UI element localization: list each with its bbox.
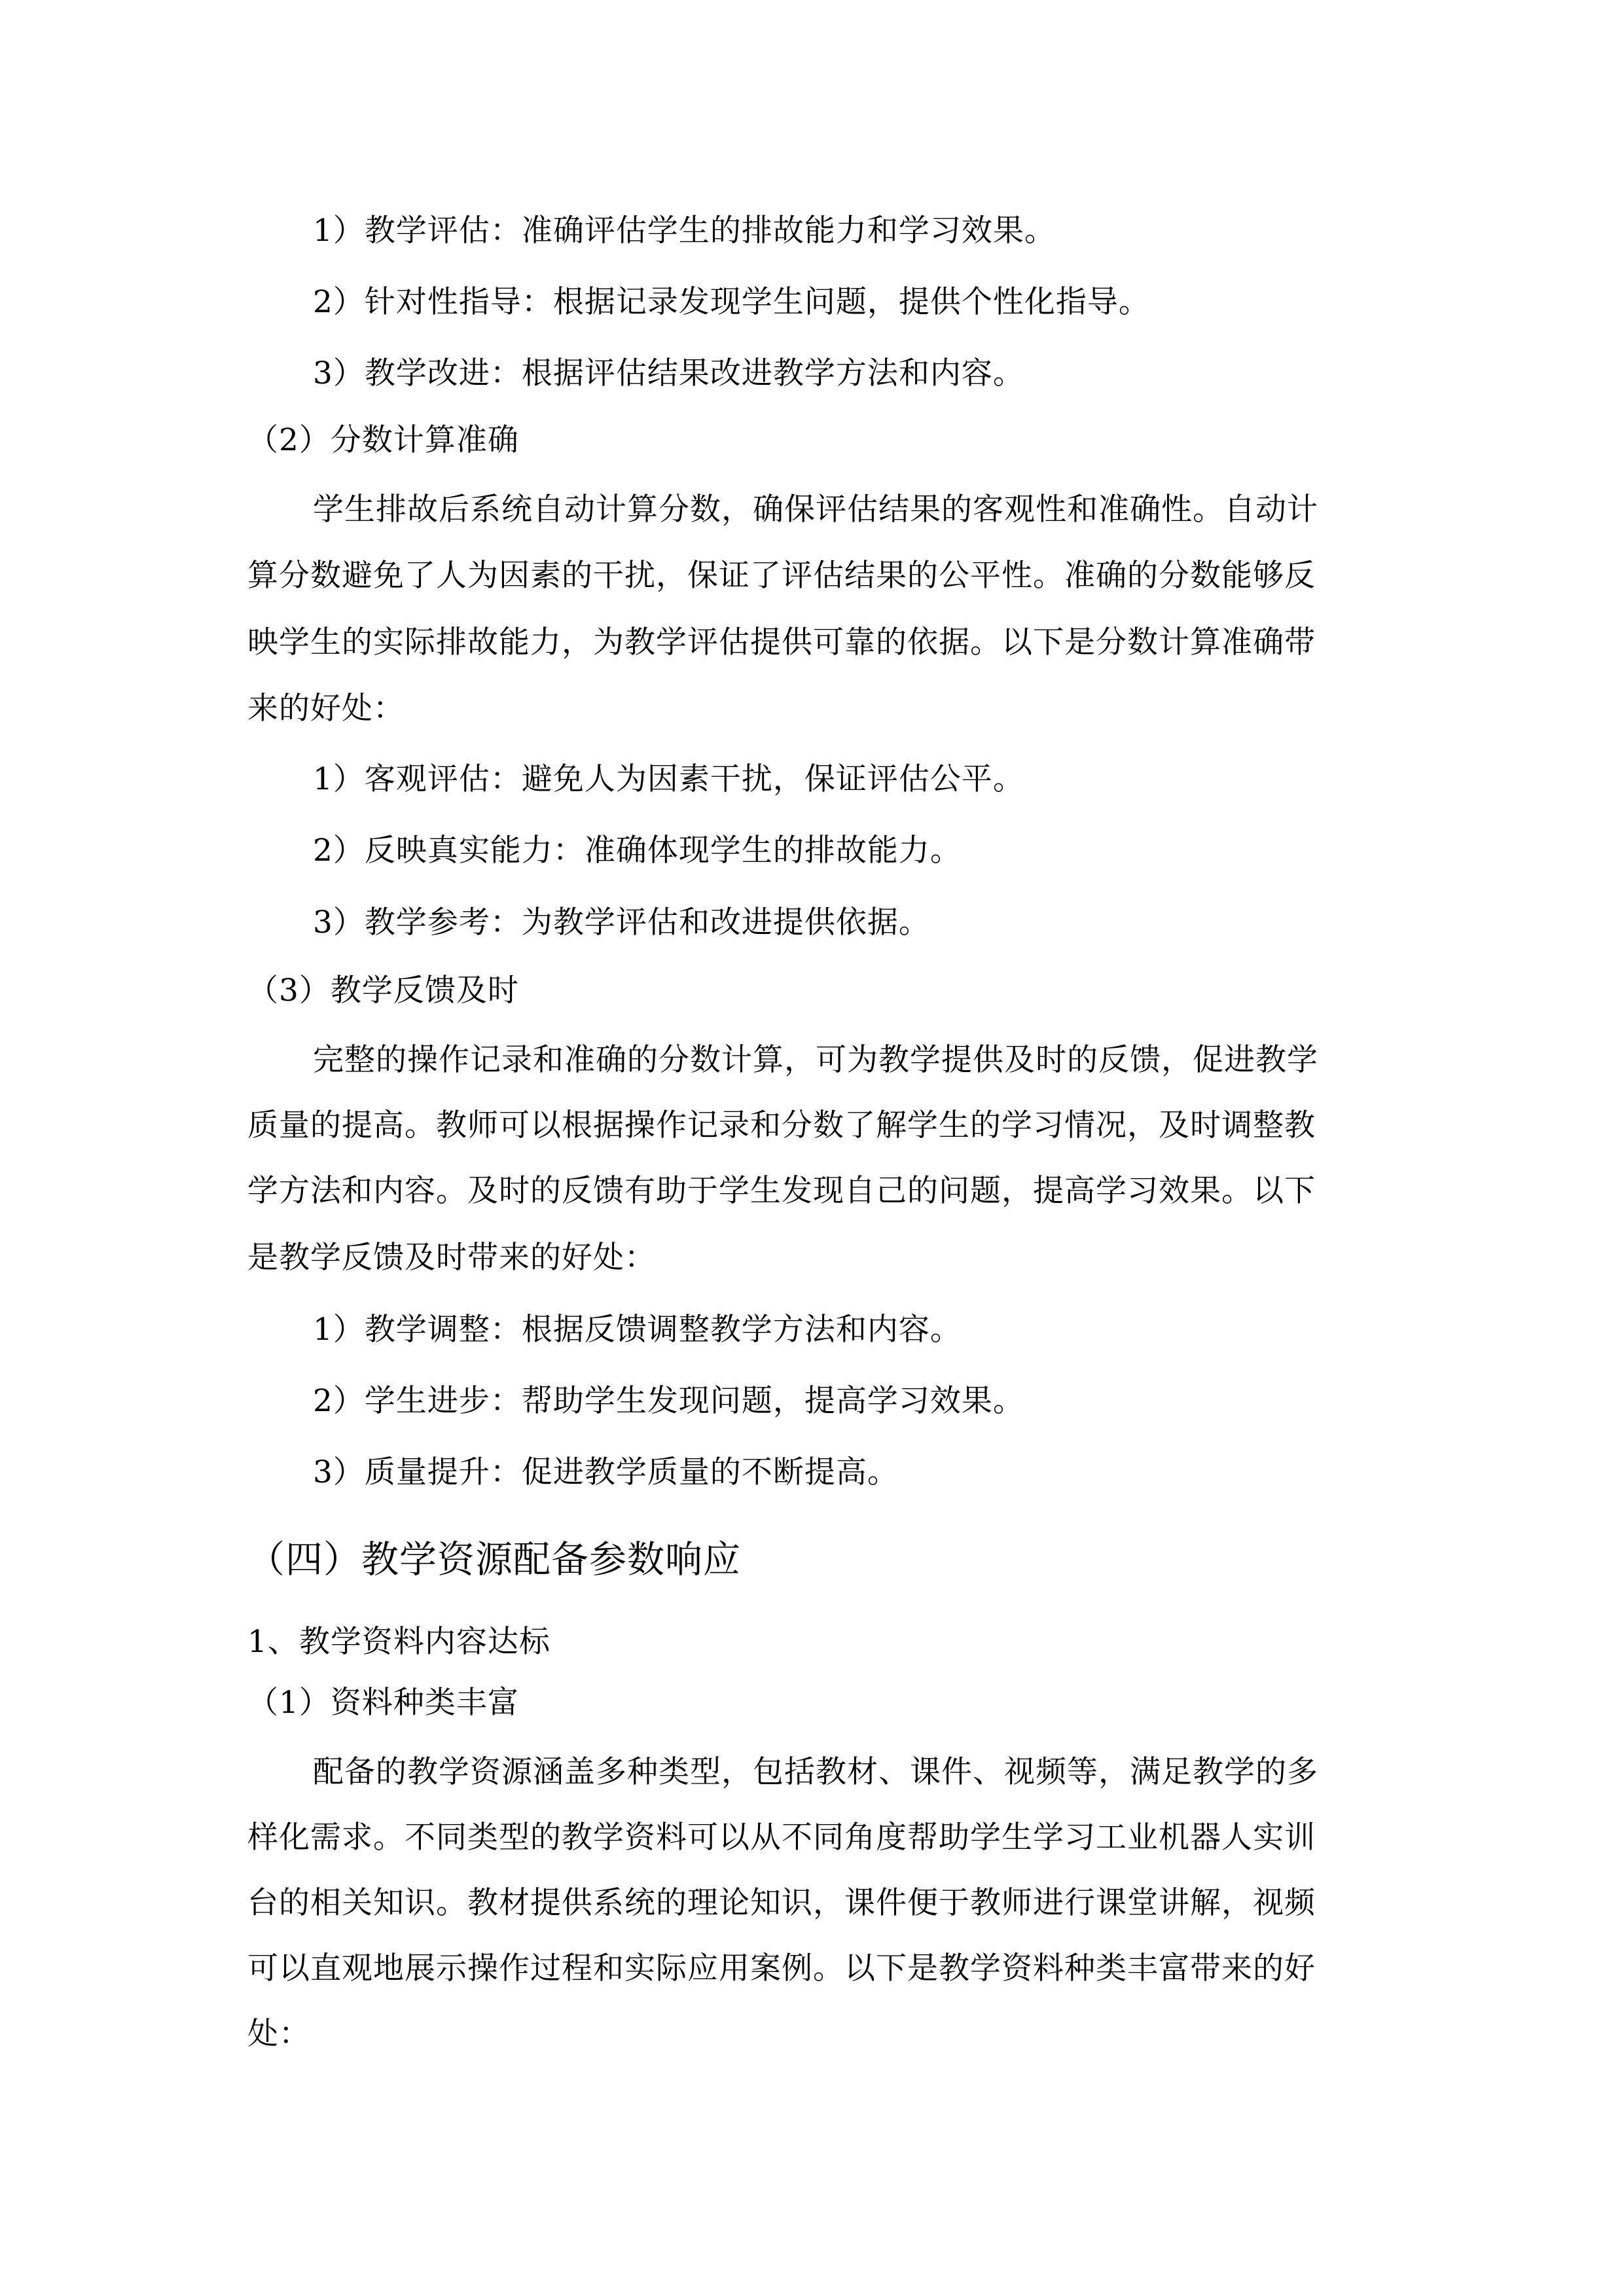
list-item: 1）教学评估：准确评估学生的排故能力和学习效果。 bbox=[313, 213, 1056, 249]
section-heading: （四）教学资源配备参数响应 bbox=[247, 1538, 741, 1581]
subheading: （3）教学反馈及时 bbox=[247, 973, 519, 1009]
subheading: （1）资料种类丰富 bbox=[247, 1685, 519, 1721]
paragraph-line: 算分数避免了人为因素的干扰，保证了评估结果的公平性。准确的分数能够反 bbox=[247, 558, 1316, 594]
paragraph-line: 可以直观地展示操作过程和实际应用案例。以下是教学资料种类丰富带来的好 bbox=[247, 1950, 1316, 1986]
list-item: 3）质量提升：促进教学质量的不断提高。 bbox=[313, 1454, 899, 1490]
paragraph-line: 质量的提高。教师可以根据操作记录和分数了解学生的学习情况，及时调整教 bbox=[247, 1107, 1316, 1143]
heading: 1、教学资料内容达标 bbox=[247, 1624, 550, 1660]
list-item: 2）学生进步：帮助学生发现问题，提高学习效果。 bbox=[313, 1383, 1024, 1419]
paragraph-line: 学方法和内容。及时的反馈有助于学生发现自己的问题，提高学习效果。以下 bbox=[247, 1173, 1316, 1209]
list-item: 3）教学改进：根据评估结果改进教学方法和内容。 bbox=[313, 355, 1024, 391]
list-item: 3）教学参考：为教学评估和改进提供依据。 bbox=[313, 905, 930, 941]
paragraph-line: 样化需求。不同类型的教学资料可以从不同角度帮助学生学习工业机器人实训 bbox=[247, 1820, 1316, 1856]
paragraph-line: 处： bbox=[247, 2016, 310, 2052]
list-item: 1）客观评估：避免人为因素干扰，保证评估公平。 bbox=[313, 761, 1024, 797]
paragraph-line: 完整的操作记录和准确的分数计算，可为教学提供及时的反馈，促进教学 bbox=[313, 1042, 1318, 1078]
paragraph-line: 来的好处： bbox=[247, 691, 405, 726]
paragraph-line: 是教学反馈及时带来的好处： bbox=[247, 1240, 656, 1276]
list-item: 2）反映真实能力：准确体现学生的排故能力。 bbox=[313, 833, 962, 869]
paragraph-line: 映学生的实际排故能力，为教学评估提供可靠的依据。以下是分数计算准确带 bbox=[247, 624, 1316, 660]
subheading: （2）分数计算准确 bbox=[247, 422, 519, 458]
list-item: 2）针对性指导：根据记录发现学生问题，提供个性化指导。 bbox=[313, 284, 1150, 320]
paragraph-line: 配备的教学资源涵盖多种类型，包括教材、课件、视频等，满足教学的多 bbox=[313, 1754, 1318, 1790]
paragraph-line: 台的相关知识。教材提供系统的理论知识，课件便于教师进行课堂讲解，视频 bbox=[247, 1885, 1316, 1921]
paragraph-line: 学生排故后系统自动计算分数，确保评估结果的客观性和准确性。自动计 bbox=[313, 492, 1318, 528]
list-item: 1）教学调整：根据反馈调整教学方法和内容。 bbox=[313, 1312, 962, 1348]
